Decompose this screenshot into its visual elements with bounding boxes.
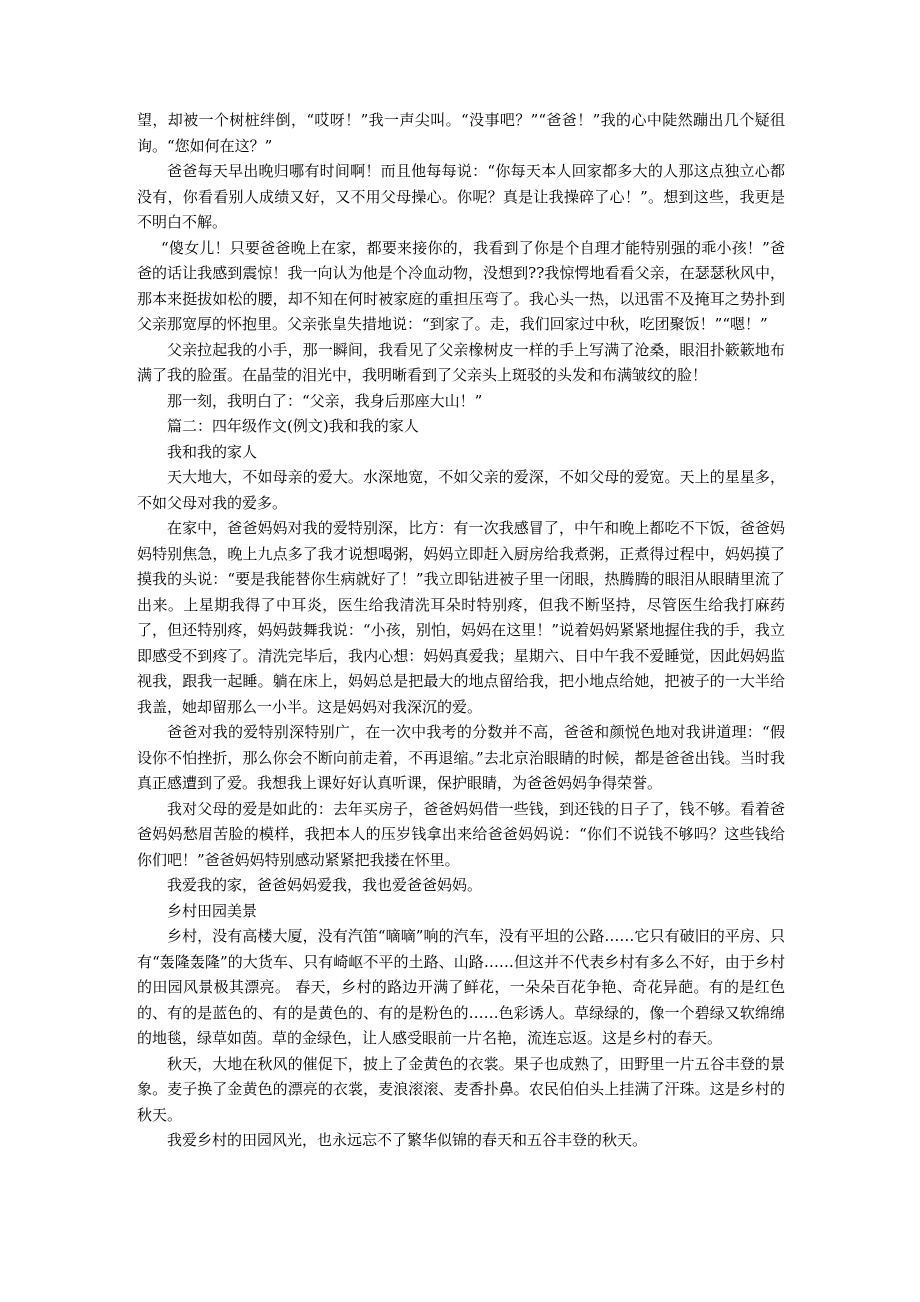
paragraph-15: 秋天，大地在秋风的催促下，披上了金黄色的衣裳。果子也成熟了，田野里一片五谷丰登的景象。麦子换了金黄色的漂亮的衣裳，麦浪滚滚、麦香扑鼻。农民伯伯头上挂满了汗珠。这是乡村的秋天。 xyxy=(137,1054,785,1124)
paragraph-2: 爸爸每天早出晚归哪有时间啊！而且他每每说：“你每天本人回家都多大的人那这点独立心都没有，你看看别人成绩又好，又不用父母操心。你呢？真是让我操碎了心！”。想到这些，我更是不明白不解。 xyxy=(137,162,785,231)
essay-title-family: 我和我的家人 xyxy=(167,442,258,461)
paragraph-12: 我爱我的家，爸爸妈妈爱我，我也爱爸爸妈妈。 xyxy=(167,876,483,894)
paragraph-14: 乡村，没有高楼大厦，没有汽笛“嘀嘀”响的汽车，没有平坦的公路……它只有破旧的平房、只有“轰隆轰隆”的大货车、只有崎岖不平的土路、山路……但这并不代表乡村有多么不好，由于乡村的田园风景极其漂亮。 春天，乡村的路边开满了鲜花，一朵朵百花争艳、奇花异葩。有的是红色的、有的是蓝色的、有的是黄色的、有的是粉色的……色彩诱人。草绿绿的，像一个碧绿又软绵绵的地毯，绿草如茵。草的金绿色，让人感受眼前一片名艳，流连忘返。这是乡村的春天。 xyxy=(137,927,785,1047)
paragraph-16: 我爱乡村的田园风光，也永远忘不了繁华似锦的春天和五谷丰登的秋天。 xyxy=(167,1131,648,1149)
essay-title-countryside: 乡村田园美景 xyxy=(167,901,258,920)
paragraph-5: 那一刻，我明白了：“父亲，我身后那座大山！” xyxy=(167,391,483,410)
section-heading-2: 篇二：四年级作文(例文)我和我的家人 xyxy=(167,417,419,435)
paragraph-4: 父亲拉起我的小手，那一瞬间，我看见了父亲橡树皮一样的手上写满了沧桑，眼泪扑簌簌地布满了我的脸蛋。在晶莹的泪光中，我明晰看到了父亲头上斑驳的头发和布满皱纹的脸！ xyxy=(137,340,785,384)
document-page xyxy=(137,108,785,1154)
paragraph-1: 望，却被一个树桩绊倒，“哎呀！”我一声尖叫。“没事吧？”“爸爸！”我的心中陡然蹦出几个疑徂询。“您如何在这？” xyxy=(137,111,785,155)
paragraph-8: 天大地大，不如母亲的爱大。水深地宽，不如父亲的爱深，不如父母的爱宽。天上的星星多，不如父母对我的爱多。 xyxy=(137,468,785,512)
paragraph-3: “傻女儿！只要爸爸晚上在家，都要来接你的，我看到了你是个自理才能特别强的乖小孩！”爸爸的话让我感到震惊！我一向认为他是个冷血动物，没想到??我惊愕地看看父亲，在瑟瑟秋风中，那本来挺拔如松的腰，却不知在何时被家庭的重担压弯了。我心头一热，以迅雷不及掩耳之势扑到父亲那宽厚的怀抱里。父亲张皇失措地说：“到家了。走，我们回家过中秋，吃团聚饭！”“嗯！” xyxy=(137,238,785,333)
paragraph-11: 我对父母的爱是如此的：去年买房子，爸爸妈妈借一些钱，到还钱的日子了，钱不够。看着爸爸妈妈愁眉苦脸的模样，我把本人的压岁钱拿出来给爸爸妈妈说：“你们不说钱不够吗？这些钱给你们吧！”爸爸妈妈特别感动紧紧把我搂在怀里。 xyxy=(137,799,785,869)
paragraph-10: 爸爸对我的爱特别深特别广，在一次中我考的分数并不高，爸爸和颜悦色地对我讲道理：“假设你不怕挫折，那么你会不断向前走着，不再退缩。”去北京治眼睛的时候，都是爸爸出钱。当时我真正感遭到了爱。我想我上课好好认真听课，保护眼睛，为爸爸妈妈争得荣誉。 xyxy=(137,723,785,792)
paragraph-9: 在家中，爸爸妈妈对我的爱特别深，比方：有一次我感冒了，中午和晚上都吃不下饭，爸爸妈妈特别焦急，晚上九点多了我才说想喝粥，妈妈立即赶入厨房给我煮粥，正煮得过程中，妈妈摸了摸我的头说：“要是我能替你生病就好了！”我立即钻进被子里一闭眼，热腾腾的眼泪从眼睛里流了出来。上星期我得了中耳炎，医生给我清洗耳朵时特别疼，但我不断坚持，尽管医生给我打麻药了，但还特别疼，妈妈鼓舞我说：“小孩，别怕，妈妈在这里！”说着妈妈紧紧地握住我的手，我立即感受不到疼了。清洗完毕后，我内心想：妈妈真爱我；星期六、日中午我不爱睡觉，因此妈妈监视我，跟我一起睡。躺在床上，妈妈总是把最大的地点留给我，把小地点给她，把被子的一大半给我盖，她却留那么一小半。这是妈妈对我深沉的爱。 xyxy=(137,519,785,716)
